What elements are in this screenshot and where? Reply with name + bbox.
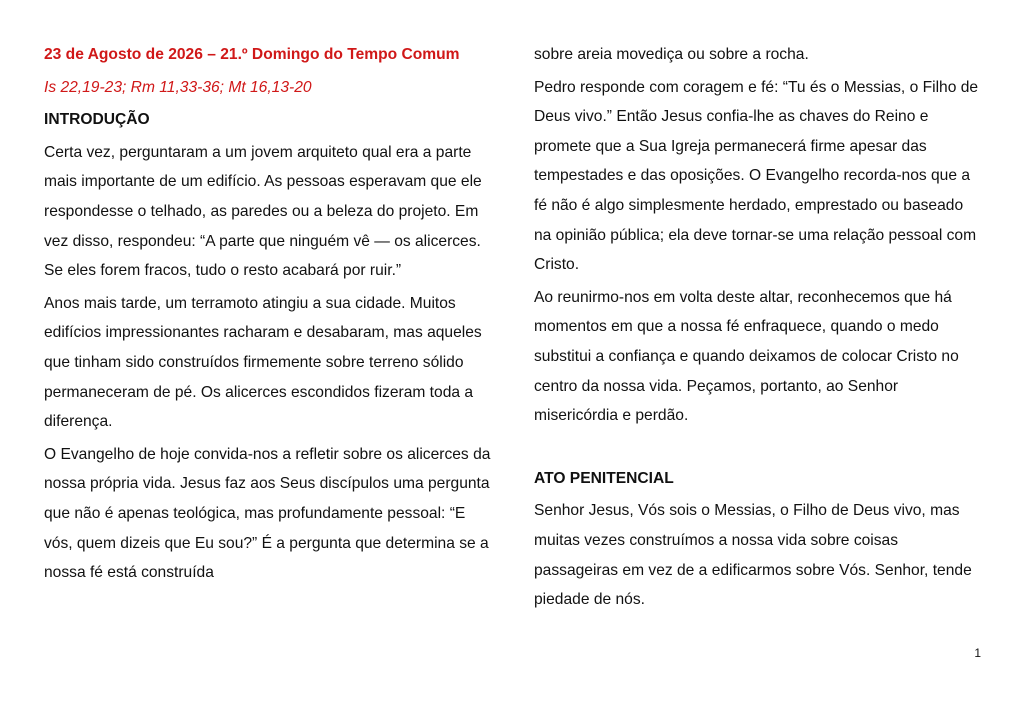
penitential-act-heading: ATO PENITENCIAL: [534, 469, 674, 487]
page-number: 1: [974, 646, 981, 660]
left-column: [44, 40, 494, 591]
intro-paragraph-4: Pedro responde com coragem e fé: “Tu és o Messias, o Filho de Deus vivo.” Então Jesus confia-lhe as chaves do Reino e promete que a Sua Igreja permanecerá firme apesar das tempestades e das oposições. O Evangelho recorda-nos que a fé não é algo simplesmente herdado, emprestado ou baseado na opinião pública; ela deve tornar-se uma relação pessoal com Cristo.: [534, 78, 979, 274]
intro-paragraph-5: Ao reunirmo-nos em volta deste altar, reconhecemos que há momentos em que a nossa fé enfraquece, quando o medo substitui a confiança e quando deixamos de colocar Cristo no centro da nossa vida. Peçamos, portanto, ao Senhor misericórdia e perdão.: [534, 288, 959, 425]
introduction-heading: INTRODUÇÃO: [44, 111, 150, 129]
intro-paragraph-1: Certa vez, perguntaram a um jovem arquiteto qual era a parte mais importante de um edifício. As pessoas esperavam que ele respondesse o telhado, as paredes ou a beleza do projeto. Em vez disso, respondeu: “A parte que ninguém vê — os alicerces. Se eles forem fracos, tudo o resto acabará por ruir.”: [44, 143, 482, 280]
intro-paragraph-3-end: sobre areia movediça ou sobre a rocha.: [534, 46, 809, 63]
right-column: [534, 40, 979, 618]
intro-paragraph-3-start: O Evangelho de hoje convida-nos a refletir sobre os alicerces da nossa própria vida. Jesus faz aos Seus discípulos uma pergunta que não é apenas teológica, mas profundamente pessoal: “E vós, quem dizeis que Eu sou?” É a pergunta que determina se a nossa fé está construída: [44, 445, 491, 582]
intro-paragraph-2: Anos mais tarde, um terramoto atingiu a sua cidade. Muitos edifícios impressionantes racharam e desabaram, mas aqueles que tinham sido construídos firmemente sobre terreno sólido permaneceram de pé. Os alicerces escondidos fizeram toda a diferença.: [44, 294, 482, 431]
date-title: 23 de Agosto de 2026 – 21.º Domingo do Tempo Comum: [44, 46, 460, 63]
readings-reference: Is 22,19-23; Rm 11,33-36; Mt 16,13-20: [44, 78, 312, 96]
section-spacer: [534, 434, 979, 464]
penitential-act-text: Senhor Jesus, Vós sois o Messias, o Filho de Deus vivo, mas muitas vezes construímos a nossa vida sobre coisas passageiras em vez de a edificarmos sobre Vós. Senhor, tende piedade de nós.: [534, 502, 972, 609]
